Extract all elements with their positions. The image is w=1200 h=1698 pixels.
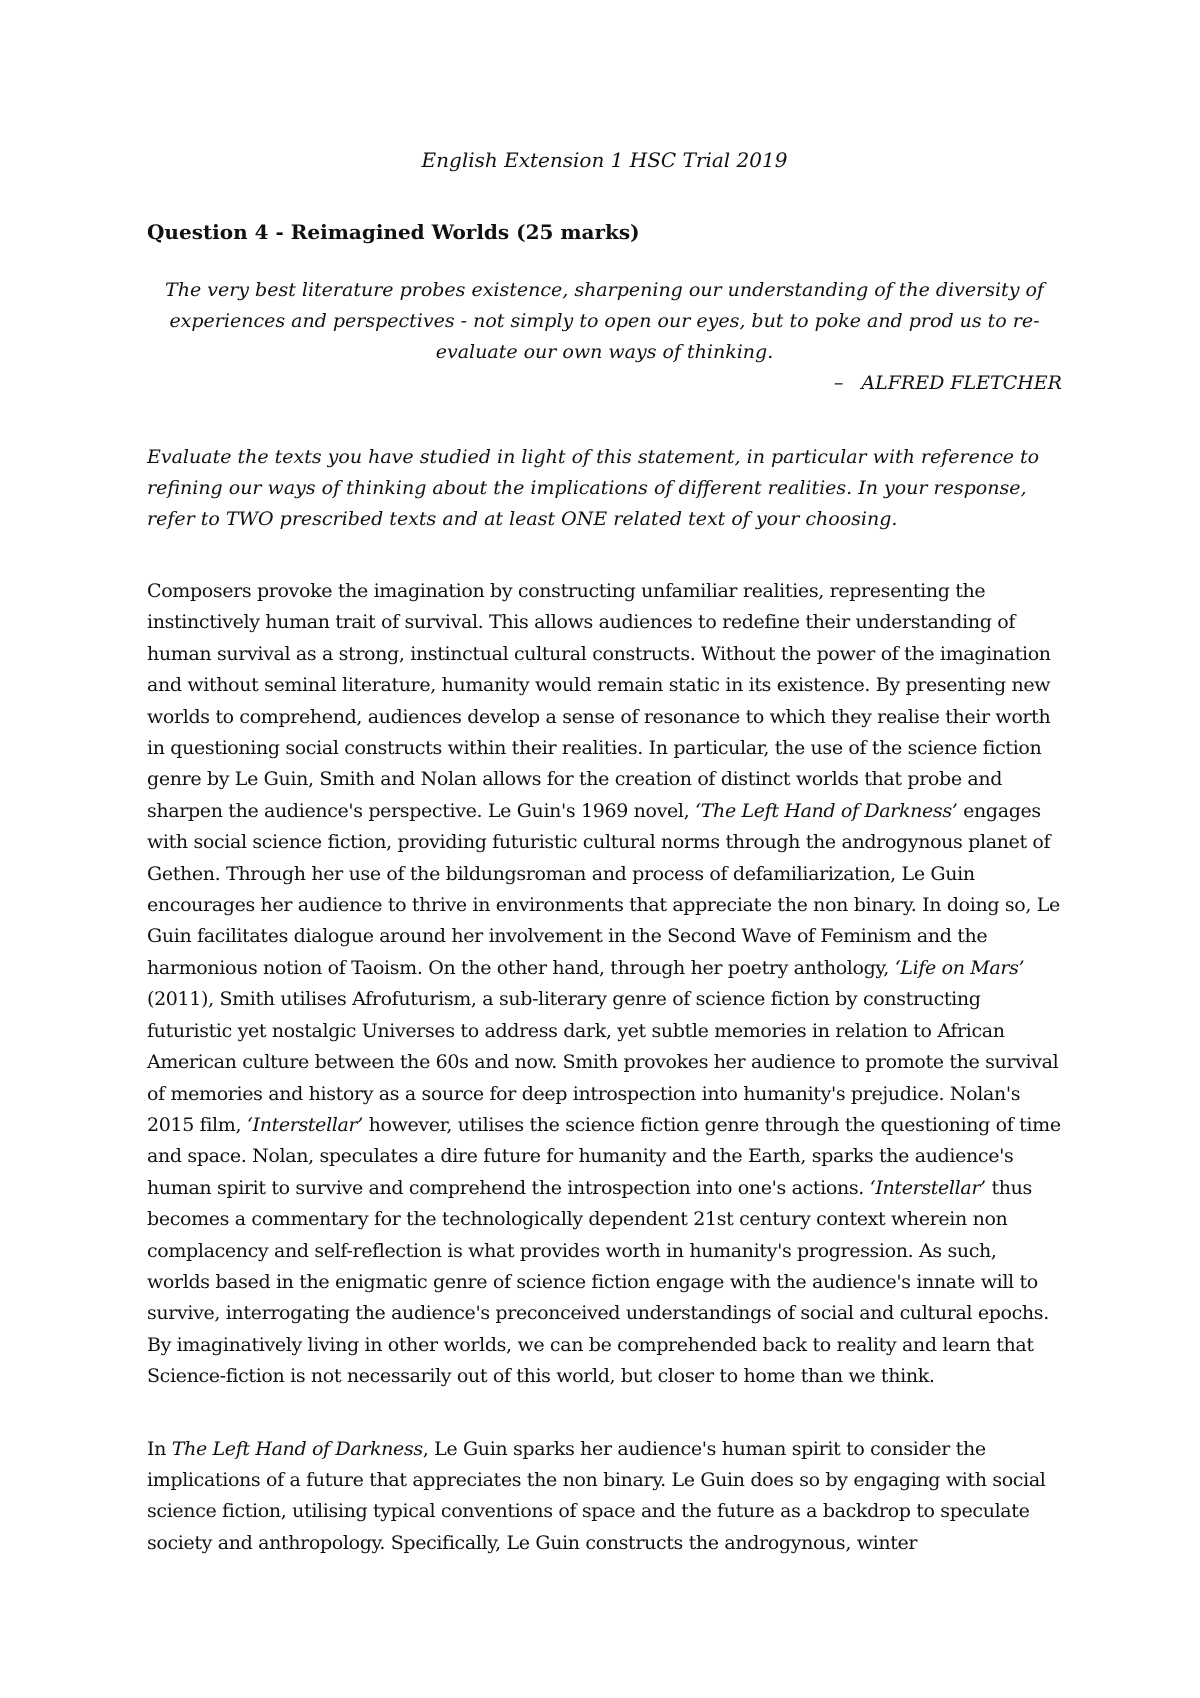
- quote-author: ALFRED FLETCHER: [861, 372, 1062, 394]
- text-title-left-hand: The Left Hand of Darkness: [171, 1437, 423, 1460]
- paragraph-text: (2011), Smith utilises Afrofuturism, a sub-literary genre of science fiction by constructing futuristic yet nostalgic Universes to address dark, yet subtle memories in relation to African American culture between the 60s and now. Smith provokes her audience to promote the survival of memories and history as a source for deep introspection into humanity's prejudice. Nolan's 2015 film,: [147, 988, 1059, 1136]
- body-paragraph-2: [147, 1434, 1062, 1560]
- paragraph-text: thus becomes a commentary for the technologically dependent 21st century context wherein non complacency and self-reflection is what provides worth in humanity's progression. As such, worlds based in the enigmatic genre of science fiction engage with the audience's innate will to survive, interrogating the audience's preconceived understandings of social and cultural epochs. By imaginatively living in other worlds, we can be comprehended back to reality and learn that Science-fiction is not necessarily out of this world, but closer to home than we think.: [147, 1176, 1049, 1388]
- exam-title: English Extension 1 HSC Trial 2019: [421, 148, 788, 172]
- paragraph-text: engages with social science fiction, providing futuristic cultural norms through the androgynous planet of Gethen. Through her use of the bildungsroman and process of defamiliarization, Le Guin encourages her audience to thrive in environments that appreciate the non binary. In doing so, Le Guin facilitates dialogue around her involvement in the Second Wave of Feminism and the harmonious notion of Taoism. On the other hand, through her poetry anthology,: [147, 799, 1060, 979]
- paragraph-text: , Le Guin sparks her audience's human spirit to consider the implications of a future that appreciates the non binary. Le Guin does so by engaging with social science fiction, utilising typical conventions of space and the future as a backdrop to speculate society and anthropology. Specifically, Le Guin constructs the androgynous, winter: [147, 1437, 1046, 1554]
- text-title-interstellar: ‘Interstellar’: [869, 1176, 986, 1199]
- text-title-life-on-mars: ‘Life on Mars’: [894, 956, 1025, 979]
- paragraph-text: In: [147, 1437, 167, 1460]
- stimulus-quote: The very best literature probes existence, sharpening our understanding of the diversity of experiences and perspectives - not simply to open our eyes, but to poke and prod us to re-evaluate our own ways of thinking.: [165, 279, 1044, 363]
- quote-attribution: [147, 368, 1062, 399]
- attribution-dash: –: [833, 372, 844, 394]
- document-page: [147, 145, 1062, 1559]
- paragraph-text: however, utilises the science fiction genre through the questioning of time and space. Nolan, speculates a dire future for humanity and the Earth, sparks the audience's human spirit to survive and comprehend the introspection into one's actions.: [147, 1113, 1061, 1199]
- body-paragraph-1: [147, 576, 1062, 1393]
- question-instructions: Evaluate the texts you have studied in light of this statement, in particular with reference to refining our ways of thinking about the implications of different realities. In your response, refer to TWO prescribed texts and at least ONE related text of your choosing.: [147, 446, 1040, 530]
- paragraph-text: Composers provoke the imagination by constructing unfamiliar realities, representing the instinctively human trait of survival. This allows audiences to redefine their understanding of human survival as a strong, instinctual cultural constructs. Without the power of the imagination and without seminal literature, humanity would remain static in its existence. By presenting new worlds to comprehend, audiences develop a sense of resonance to which they realise their worth in questioning social constructs within their realities. In particular, the use of the science fiction genre by Le Guin, Smith and Nolan allows for the creation of distinct worlds that probe and sharpen the audience's perspective. Le Guin's 1969 novel,: [147, 580, 1051, 822]
- text-title-interstellar: ‘Interstellar’: [246, 1113, 363, 1136]
- question-heading: Question 4 - Reimagined Worlds (25 marks): [147, 220, 640, 244]
- text-title-left-hand: ‘The Left Hand of Darkness’: [695, 799, 958, 822]
